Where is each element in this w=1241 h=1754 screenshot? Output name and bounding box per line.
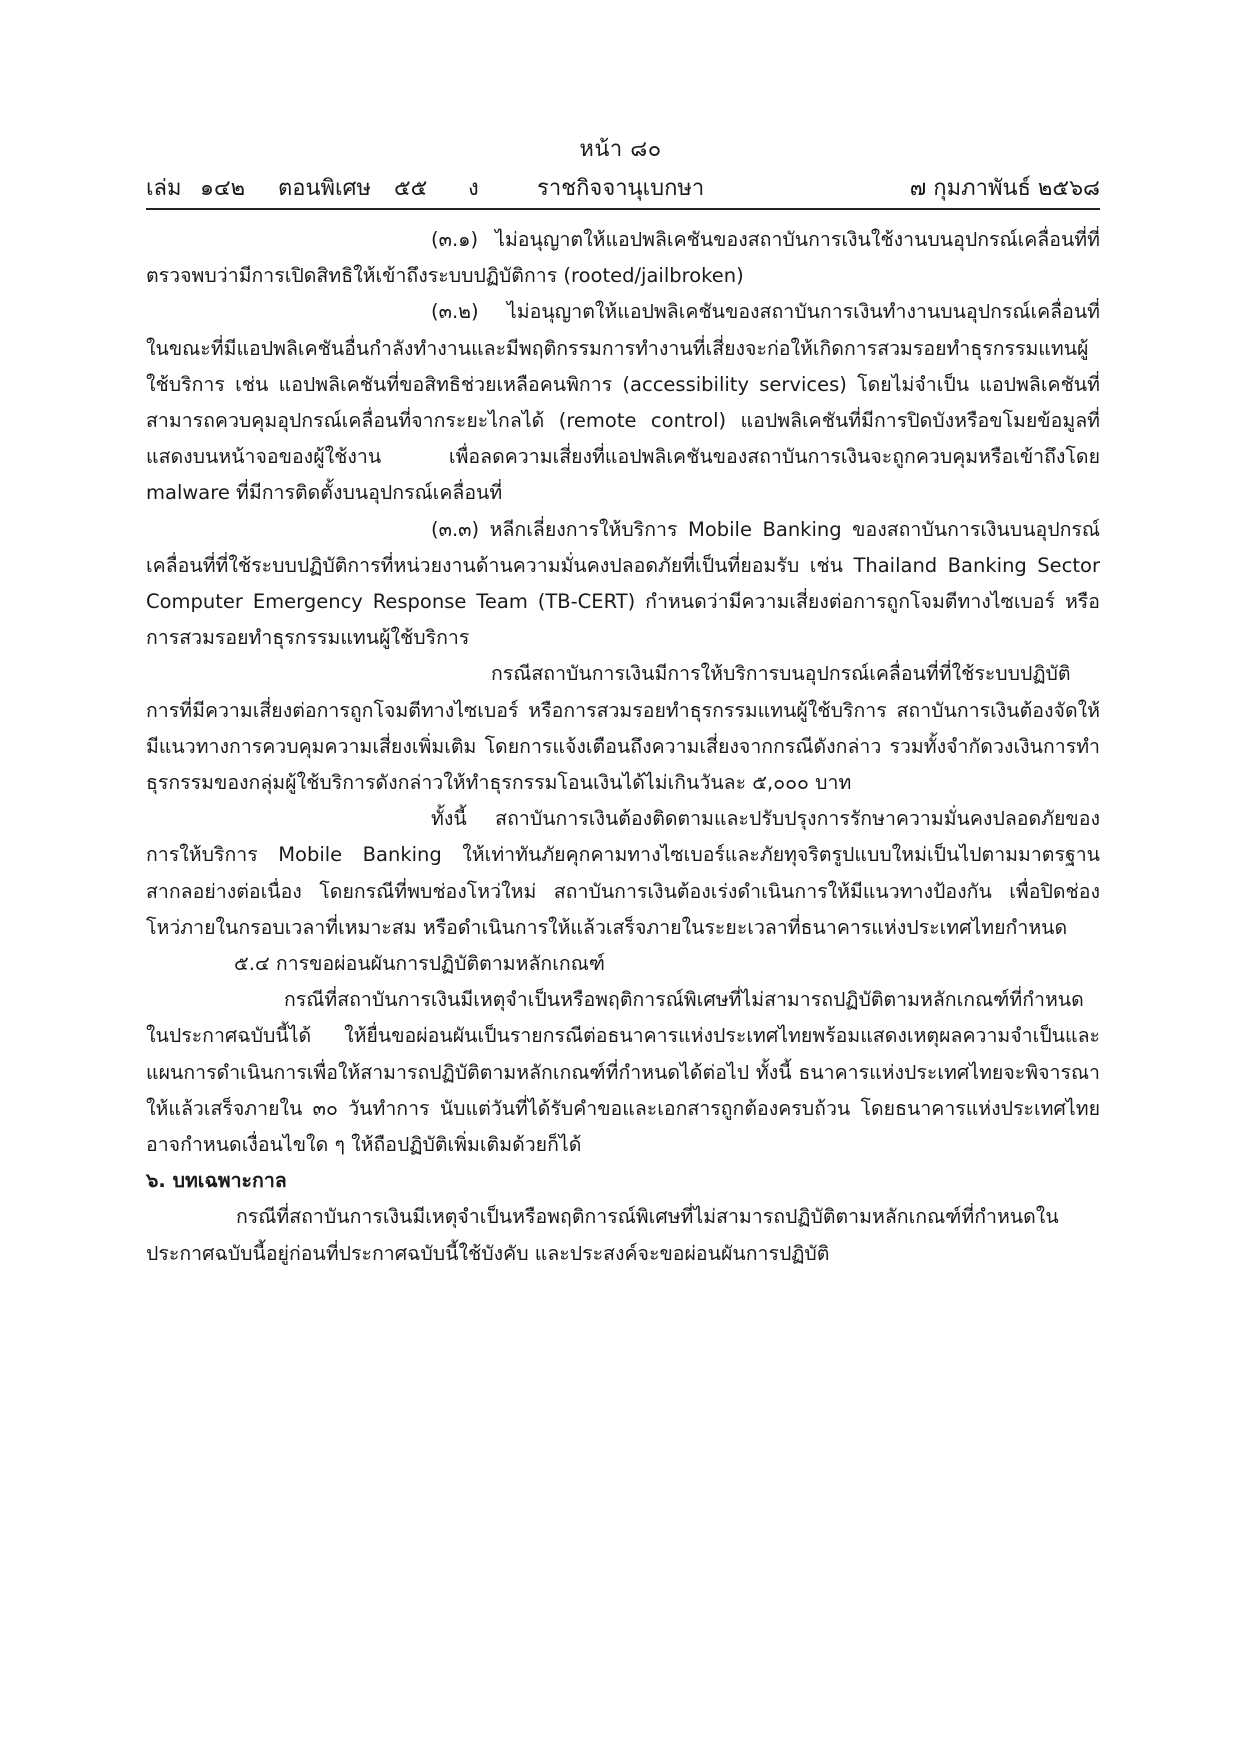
section-6-heading: ๖. บทเฉพาะกาล: [146, 1169, 287, 1193]
item-3-2-paragraph: (๓.๒) ไม่อนุญาตให้แอปพลิเคชันของสถาบันการเงินทำงานบนอุปกรณ์เคลื่อนที่ในขณะที่มีแอปพลิเคชันอื่นกำลังทำงานและมีพฤติกรรมการทำงานที่เสี่ยงจะก่อให้เกิดการสวมรอยทำธุรกรรมแทนผู้ใช้บริการ เช่น แอปพลิเคชันที่ขอสิทธิช่วยเหลือคนพิการ (accessibility services) โดยไม่จำเป็น แอปพลิเคชันที่สามารถควบคุมอุปกรณ์เคลื่อนที่จากระยะไกลได้ (remote control) แอปพลิเคชันที่มีการปิดบังหรือขโมยข้อมูลที่แสดงบนหน้าจอของผู้ใช้งาน เพื่อลดความเสี่ยงที่แอปพลิเคชันของสถาบันการเงินจะถูกควบคุมหรือเข้าถึงโดย malware ที่มีการติดตั้งบนอุปกรณ์เคลื่อนที่: [146, 300, 1100, 505]
item-3-1-paragraph: (๓.๑) ไม่อนุญาตให้แอปพลิเคชันของสถาบันการเงินใช้งานบนอุปกรณ์เคลื่อนที่ที่ตรวจพบว่ามีการเปิดสิทธิให้เข้าถึงระบบปฏิบัติการ (rooted/jailbroken): [146, 228, 1100, 288]
section-5-4-heading: ๕.๔ การขอผ่อนผันการปฏิบัติตามหลักเกณฑ์: [234, 952, 605, 976]
volume-label: เล่ม: [146, 176, 182, 201]
page-number: หน้า ๘๐: [579, 137, 662, 162]
document-body: [146, 222, 1100, 1272]
monitor-paragraph: ทั้งนี้ สถาบันการเงินต้องติดตามและปรับปรุงการรักษาความมั่นคงปลอดภัยของการให้บริการ Mobile Banking ให้เท่าทันภัยคุกคามทางไซเบอร์และภัยทุจริตรูปแบบใหม่เป็นไปตามมาตรฐานสากลอย่างต่อเนื่อง โดยกรณีที่พบช่องโหว่ใหม่ สถาบันการเงินต้องเร่งดำเนินการให้มีแนวทางป้องกัน เพื่อปิดช่องโหว่ภายในกรอบเวลาที่เหมาะสม หรือดำเนินการให้แล้วเสร็จภายในระยะเวลาที่ธนาคารแห่งประเทศไทยกำหนด: [146, 807, 1100, 939]
issue-number: ๕๕: [394, 176, 428, 201]
section-5-4-body: กรณีที่สถาบันการเงินมีเหตุจำเป็นหรือพฤติการณ์พิเศษที่ไม่สามารถปฏิบัติตามหลักเกณฑ์ที่กำหนดในประกาศฉบับนี้ได้ ให้ยื่นขอผ่อนผันเป็นรายกรณีต่อธนาคารแห่งประเทศไทยพร้อมแสดงเหตุผลความจำเป็นและแผนการดำเนินการเพื่อให้สามารถปฏิบัติตามหลักเกณฑ์ที่กำหนดได้ต่อไป ทั้งนี้ ธนาคารแห่งประเทศไทยจะพิจารณาให้แล้วเสร็จภายใน ๓๐ วันทำการ นับแต่วันที่ได้รับคำขอและเอกสารถูกต้องครบถ้วน โดยธนาคารแห่งประเทศไทยอาจกำหนดเงื่อนไขใด ๆ ให้ถือปฏิบัติเพิ่มเติมด้วยก็ได้: [146, 988, 1100, 1157]
volume-number: ๑๔๒: [200, 176, 246, 201]
publication-date: ๗ กุมภาพันธ์ ๒๕๖๘: [909, 176, 1100, 201]
case-paragraph: กรณีสถาบันการเงินมีการให้บริการบนอุปกรณ์เคลื่อนที่ที่ใช้ระบบปฏิบัติการที่มีความเสี่ยงต่อการถูกโจมตีทางไซเบอร์ หรือการสวมรอยทำธุรกรรมแทนผู้ใช้บริการ สถาบันการเงินต้องจัดให้มีแนวทางการควบคุมความเสี่ยงเพิ่มเติม โดยการแจ้งเตือนถึงความเสี่ยงจากกรณีดังกล่าว รวมทั้งจำกัดวงเงินการทำธุรกรรมของกลุ่มผู้ใช้บริการดังกล่าวให้ทำธุรกรรมโอนเงินได้ไม่เกินวันละ ๕,๐๐๐ บาท: [146, 662, 1100, 795]
header-divider: [146, 208, 1100, 210]
publication-title: ราชกิจจานุเบกษา: [537, 176, 705, 201]
gazette-header: [146, 170, 1100, 204]
issue-type: ง: [468, 176, 479, 201]
issue-label: ตอนพิเศษ: [278, 176, 372, 201]
section-6-body: กรณีที่สถาบันการเงินมีเหตุจำเป็นหรือพฤติการณ์พิเศษที่ไม่สามารถปฏิบัติตามหลักเกณฑ์ที่กำหนดในประกาศฉบับนี้อยู่ก่อนที่ประกาศฉบับนี้ใช้บังคับ และประสงค์จะขอผ่อนผันการปฏิบัติ: [146, 1205, 1059, 1265]
item-3-3-paragraph: (๓.๓) หลีกเลี่ยงการให้บริการ Mobile Banking ของสถาบันการเงินบนอุปกรณ์เคลื่อนที่ที่ใช้ระบบปฏิบัติการที่หน่วยงานด้านความมั่นคงปลอดภัยที่เป็นที่ยอมรับ เช่น Thailand Banking Sector Computer Emergency Response Team (TB-CERT) กำหนดว่ามีความเสี่ยงต่อการถูกโจมตีทางไซเบอร์ หรือการสวมรอยทำธุรกรรมแทนผู้ใช้บริการ: [146, 517, 1100, 650]
